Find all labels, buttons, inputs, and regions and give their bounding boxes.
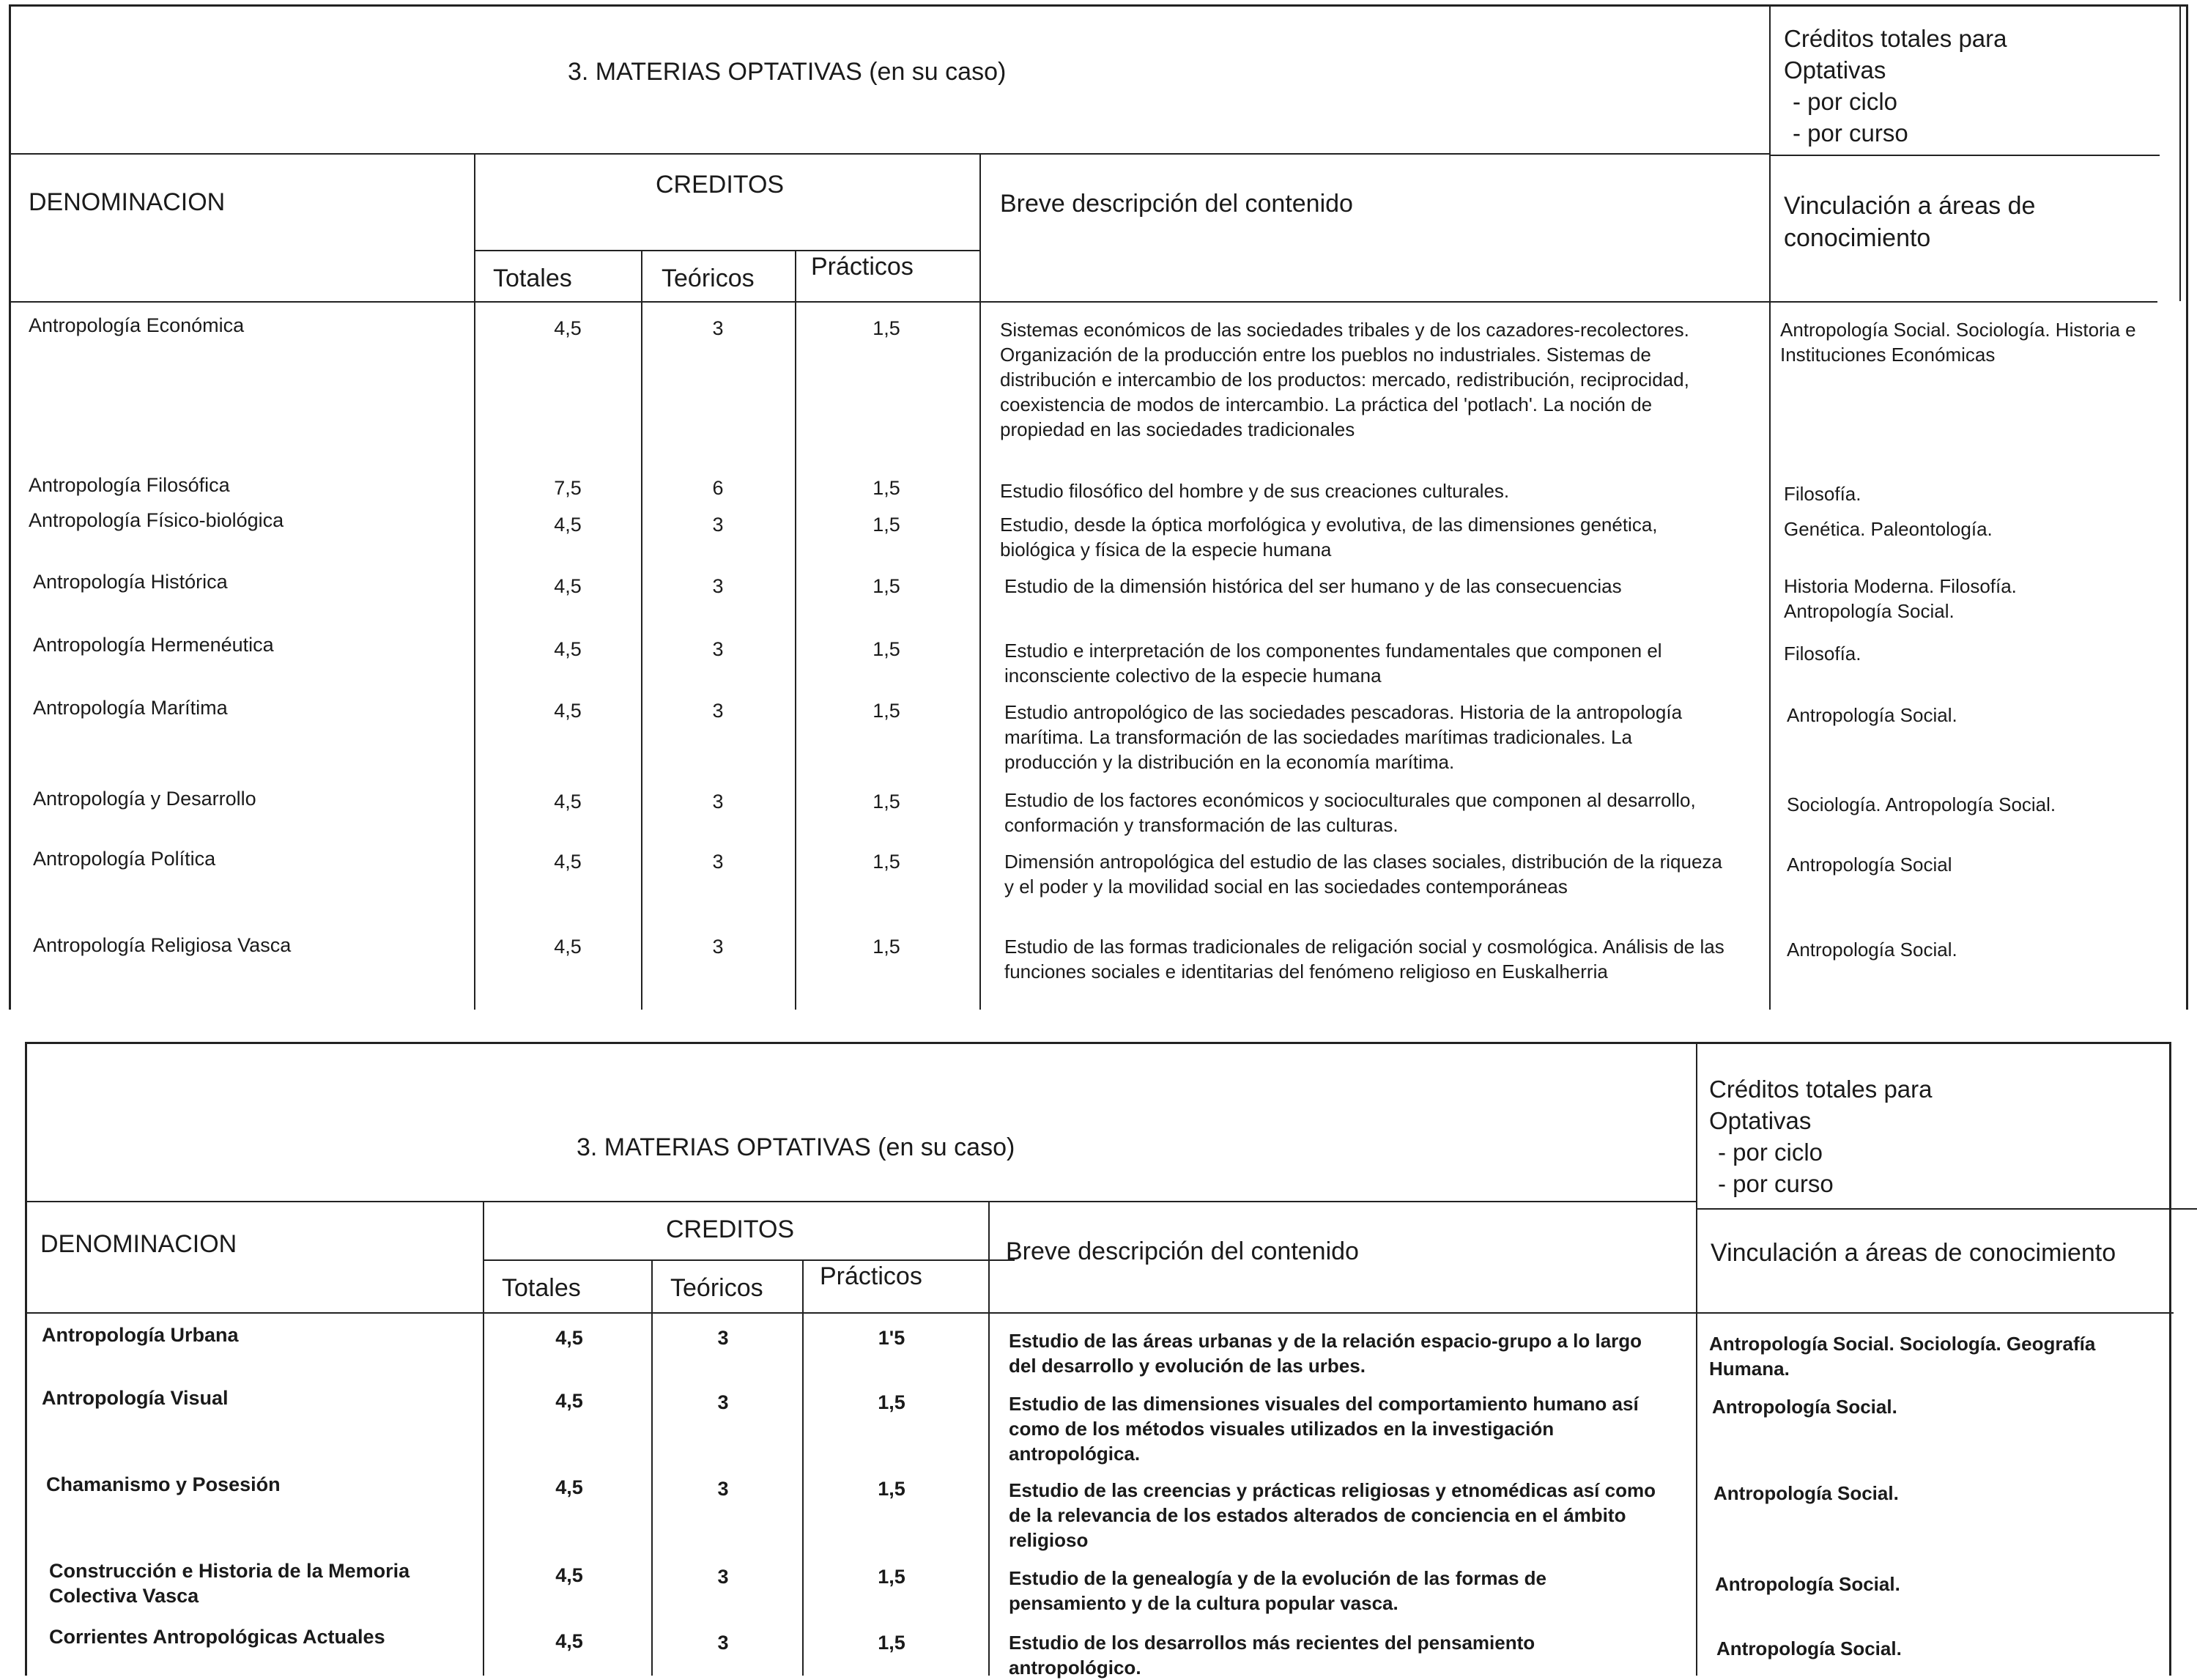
col-totales: Totales (493, 264, 572, 292)
row-teoricos: 3 (712, 936, 724, 958)
row-area: Historia Moderna. Filosofía. Antropología Social. (1784, 575, 2017, 622)
optativas-table-2 (25, 1042, 2171, 1679)
col-denominacion: DENOMINACION (29, 188, 226, 216)
divider (1769, 155, 2160, 156)
row-teoricos: 3 (717, 1566, 729, 1588)
col-practicos: Prácticos (811, 253, 914, 281)
row-teoricos: 3 (712, 791, 724, 813)
row-totales: 4,5 (554, 700, 582, 722)
row-practicos: 1,5 (878, 1478, 905, 1500)
col-teoricos: Teóricos (662, 264, 755, 292)
divider (988, 1201, 990, 1676)
row-totales: 4,5 (555, 1476, 583, 1498)
total-credits-header (1709, 1073, 1933, 1199)
row-totales: 4,5 (555, 1630, 583, 1652)
row-totales: 4,5 (554, 638, 582, 660)
row-practicos: 1,5 (878, 1391, 905, 1413)
divider (483, 1201, 484, 1676)
row-area: Antropología Social. (1713, 1482, 1899, 1504)
header-line: - por ciclo (1718, 1139, 1823, 1166)
divider (11, 153, 1769, 155)
row-denominacion: Construcción e Historia de la Memoria Colectiva Vasca (49, 1560, 410, 1607)
row-practicos: 1,5 (872, 700, 900, 722)
row-area: Antropología Social (1787, 854, 1952, 876)
section-title: 3. MATERIAS OPTATIVAS (en su caso) (577, 1133, 1015, 1161)
row-practicos: 1,5 (872, 477, 900, 499)
divider (802, 1259, 804, 1676)
row-practicos: 1,5 (872, 936, 900, 958)
row-practicos: 1,5 (872, 791, 900, 813)
col-creditos: CREDITOS (666, 1215, 795, 1243)
col-denominacion: DENOMINACION (40, 1230, 237, 1258)
col-totales: Totales (502, 1274, 581, 1302)
row-descripcion: Estudio de las creencias y prácticas religiosas y etnomédicas así como de la relevancia de los estados alterados de conciencia en el ámbito religioso (1009, 1479, 1656, 1551)
row-descripcion: Sistemas económicos de las sociedades tribales y de los cazadores-recolectores. Organización de la producción entre los pueblos no industriales. Sistemas de distribución e intercambio de los productos: mercado, redistribución, reciprocidad, coexistencia de modos de intercambio. La práctica del 'potlach'. La noción de propiedad en las sociedades tradicionales (1000, 319, 1689, 440)
row-practicos: 1,5 (872, 638, 900, 660)
row-descripcion: Estudio e interpretación de los componentes fundamentales que componen el inconsciente colectivo de la especie humana (1004, 640, 1662, 687)
row-teoricos: 3 (717, 1327, 729, 1349)
row-denominacion: Antropología Filosófica (29, 474, 230, 496)
row-denominacion: Antropología Marítima (33, 697, 228, 719)
row-totales: 4,5 (554, 851, 582, 873)
row-practicos: 1,5 (872, 317, 900, 339)
row-descripcion: Estudio de los desarrollos más recientes del pensamiento antropológico. (1009, 1632, 1535, 1679)
col-teoricos: Teóricos (670, 1274, 763, 1302)
row-area: Antropología Social. (1716, 1638, 1902, 1659)
row-area: Filosofía. (1784, 643, 1861, 665)
row-practicos: 1,5 (872, 575, 900, 597)
row-denominacion: Antropología Físico-biológica (29, 509, 284, 531)
row-totales: 4,5 (554, 936, 582, 958)
divider (1769, 7, 1771, 1010)
row-practicos: 1,5 (878, 1632, 905, 1654)
col-creditos: CREDITOS (656, 171, 785, 199)
row-denominacion: Antropología Política (33, 848, 216, 870)
row-totales: 4,5 (555, 1564, 583, 1586)
row-descripcion: Estudio de la genealogía y de la evolución de las formas de pensamiento y de la cultura popular vasca. (1009, 1567, 1546, 1614)
row-denominacion: Antropología Visual (42, 1387, 229, 1409)
section-title: 3. MATERIAS OPTATIVAS (en su caso) (568, 58, 1007, 86)
divider (2179, 7, 2181, 301)
row-denominacion: Corrientes Antropológicas Actuales (49, 1626, 385, 1648)
col-practicos: Prácticos (820, 1262, 922, 1290)
header-line: - por curso (1793, 119, 1908, 147)
header-line: Optativas (1709, 1107, 1812, 1134)
row-totales: 4,5 (555, 1327, 583, 1349)
row-practicos: 1,5 (872, 514, 900, 536)
row-descripcion: Estudio de las áreas urbanas y de la relación espacio-grupo a lo largo del desarrollo y evolución de las urbes. (1009, 1330, 1642, 1377)
row-denominacion: Chamanismo y Posesión (46, 1473, 281, 1495)
row-area: Antropología Social. (1787, 939, 1957, 961)
divider (27, 1312, 2174, 1314)
row-denominacion: Antropología Histórica (33, 571, 228, 593)
row-denominacion: Antropología Económica (29, 314, 245, 336)
row-area: Antropología Social. (1712, 1396, 1897, 1418)
row-area: Filosofía. (1784, 483, 1861, 505)
header-line: Optativas (1784, 56, 1886, 84)
optativas-table-1 (9, 4, 2188, 1010)
row-descripcion: Estudio antropológico de las sociedades pescadoras. Historia de la antropología marítima. La transformación de las sociedades marítimas tradicionales. La producción y la distribución en la economía marítima. (1004, 701, 1683, 773)
row-practicos: 1'5 (878, 1327, 905, 1349)
row-teoricos: 3 (717, 1478, 729, 1500)
row-teoricos: 3 (712, 317, 724, 339)
row-teoricos: 3 (712, 514, 724, 536)
header-line: Créditos totales para (1784, 25, 2007, 52)
row-descripcion: Estudio de los factores económicos y socioculturales que componen al desarrollo, conformación y transformación de las culturas. (1004, 789, 1696, 836)
row-descripcion: Estudio filosófico del hombre y de sus creaciones culturales. (1000, 480, 1510, 502)
col-vinculacion: Vinculación a áreas de conocimiento (1711, 1239, 2116, 1267)
row-area: Antropología Social. (1715, 1573, 1900, 1595)
row-teoricos: 3 (717, 1391, 729, 1413)
row-descripcion: Estudio, desde la óptica morfológica y evolutiva, de las dimensiones genética, biológica y física de la especie humana (1000, 514, 1658, 560)
row-teoricos: 3 (717, 1632, 729, 1654)
divider (641, 250, 642, 1010)
header-line: - por curso (1718, 1170, 1834, 1197)
row-totales: 4,5 (554, 575, 582, 597)
row-denominacion: Antropología y Desarrollo (33, 788, 256, 810)
row-totales: 4,5 (554, 514, 582, 536)
row-area: Genética. Paleontología. (1784, 518, 1993, 540)
row-totales: 4,5 (554, 317, 582, 339)
row-teoricos: 3 (712, 700, 724, 722)
divider (27, 1201, 1696, 1202)
row-denominacion: Antropología Religiosa Vasca (33, 934, 292, 956)
col-vinculacion: Vinculación a áreas de conocimiento (1784, 192, 2036, 252)
row-descripcion: Dimensión antropológica del estudio de las clases sociales, distribución de la riqueza y el poder y la movilidad social en las sociedades contemporáneas (1004, 851, 1722, 898)
row-denominacion: Antropología Urbana (42, 1324, 239, 1346)
row-area: Sociología. Antropología Social. (1787, 793, 2056, 815)
row-totales: 4,5 (555, 1390, 583, 1412)
row-area: Antropología Social. Sociología. Geografía Humana. (1709, 1333, 2096, 1380)
row-practicos: 1,5 (872, 851, 900, 873)
col-descripcion: Breve descripción del contenido (1006, 1237, 1359, 1265)
row-totales: 7,5 (554, 477, 582, 499)
col-descripcion: Breve descripción del contenido (1000, 190, 1353, 218)
row-descripcion: Estudio de la dimensión histórica del ser humano y de las consecuencias (1004, 575, 1622, 597)
divider (1696, 1044, 1697, 1676)
divider (1696, 1208, 2197, 1210)
row-descripcion: Estudio de las dimensiones visuales del comportamiento humano así como de los métodos visuales utilizados en la investigación antropológica. (1009, 1393, 1639, 1465)
row-denominacion: Antropología Hermenéutica (33, 634, 274, 656)
header-line: Créditos totales para (1709, 1076, 1933, 1103)
row-descripcion: Estudio de las formas tradicionales de religación social y cosmológica. Análisis de las funciones sociales e identitarias del fenómeno religioso en Euskalherria (1004, 936, 1724, 983)
row-teoricos: 3 (712, 575, 724, 597)
divider (11, 301, 2157, 303)
divider (795, 250, 796, 1010)
divider (474, 250, 979, 251)
row-teoricos: 6 (712, 477, 724, 499)
row-teoricos: 3 (712, 851, 724, 873)
divider (651, 1259, 653, 1676)
row-teoricos: 3 (712, 638, 724, 660)
divider (979, 155, 981, 1010)
header-line: - por ciclo (1793, 88, 1898, 115)
row-area: Antropología Social. (1787, 704, 1957, 726)
total-credits-header (1784, 23, 2007, 149)
divider (474, 155, 475, 1010)
row-practicos: 1,5 (878, 1566, 905, 1588)
divider (483, 1259, 1015, 1261)
row-area: Antropología Social. Sociología. Historia e Instituciones Económicas (1780, 319, 2136, 366)
row-totales: 4,5 (554, 791, 582, 813)
